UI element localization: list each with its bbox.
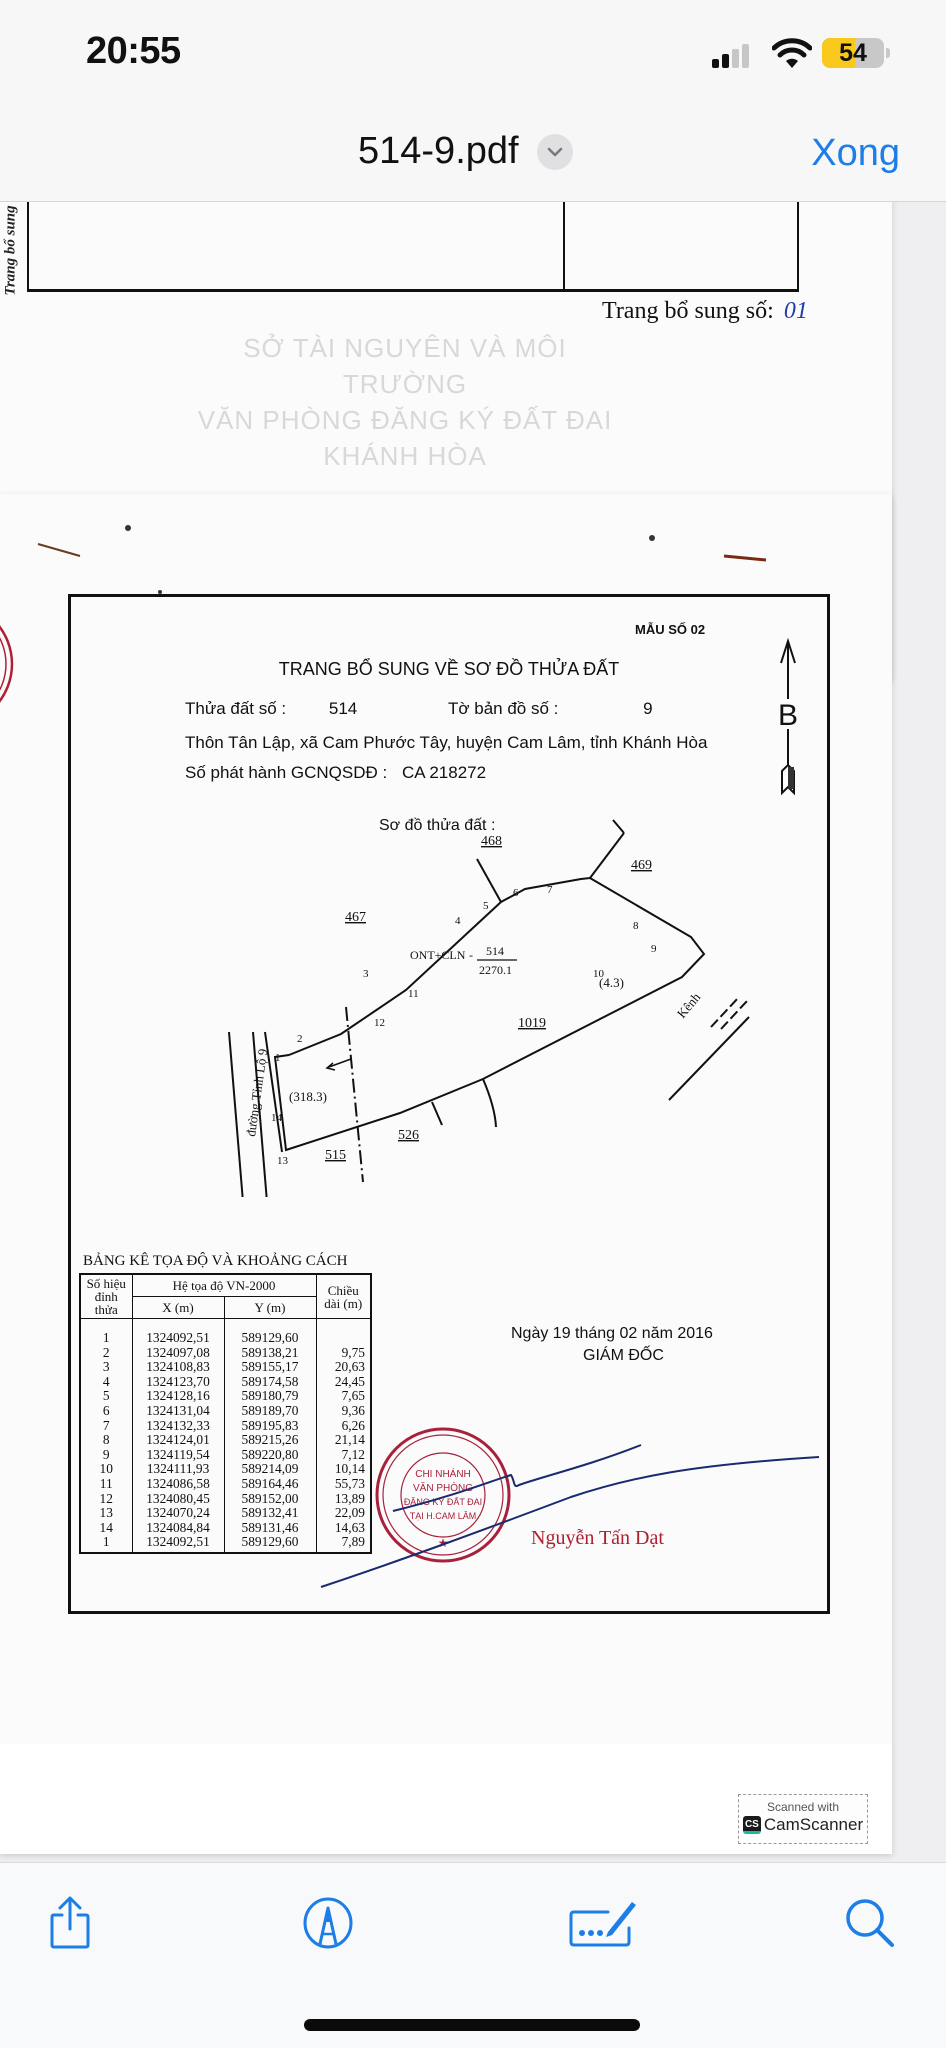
header-system: Hệ tọa độ VN-2000 — [132, 1274, 316, 1297]
battery-cap — [886, 48, 890, 58]
svg-text:(4.3): (4.3) — [599, 975, 624, 990]
table-row: 5 1324128,16 589180,79 7,65 — [80, 1389, 371, 1404]
ghost-line-1: SỞ TÀI NGUYÊN VÀ MÔI TRƯỜNG — [243, 333, 567, 399]
home-indicator[interactable] — [304, 2019, 640, 2031]
header-x: X (m) — [132, 1297, 224, 1319]
battery-level: 54 — [839, 39, 867, 67]
table-row: 4 1324123,70 589174,58 24,45 — [80, 1375, 371, 1390]
coordinate-table-title: BẢNG KÊ TỌA ĐỘ VÀ KHOẢNG CÁCH — [83, 1253, 348, 1269]
table-row: 1 1324092,51 589129,60 7,89 — [80, 1535, 371, 1553]
form-box — [27, 202, 799, 292]
header-vertex: Số hiệu đỉnh thửa — [80, 1274, 132, 1319]
svg-text:14: 14 — [271, 1112, 282, 1124]
table-row: 3 1324108,83 589155,17 20,63 — [80, 1360, 371, 1375]
svg-text:TẠI H.CAM LÂM: TẠI H.CAM LÂM — [409, 1511, 477, 1521]
svg-text:514: 514 — [486, 944, 504, 958]
signer-name: Nguyễn Tấn Dạt — [531, 1527, 664, 1549]
header-y: Y (m) — [224, 1297, 316, 1319]
supplement-number: 01 — [783, 298, 808, 324]
svg-text:Kênh: Kênh — [673, 989, 704, 1021]
svg-text:8: 8 — [633, 920, 639, 932]
parcel-value: 514 — [328, 699, 358, 718]
markup-button[interactable] — [298, 1893, 358, 1953]
signing-date: Ngày 19 tháng 02 năm 2016 — [511, 1325, 713, 1342]
search-icon[interactable] — [844, 1897, 896, 1949]
fill-sign-button[interactable] — [564, 1893, 644, 1953]
pdf-document-scroll[interactable] — [0, 202, 946, 1862]
table-row: 12 1324080,45 589152,00 13,89 — [80, 1492, 371, 1507]
table-row: 9 1324119,54 589220,80 7,12 — [80, 1448, 371, 1463]
document-title[interactable]: 514-9.pdf — [358, 130, 519, 172]
camscanner-name: CamScanner — [763, 1815, 864, 1834]
table-row: 6 1324131,04 589189,70 9,36 — [80, 1404, 371, 1419]
table-row: 1 1324092,51 589129,60 — [80, 1319, 371, 1346]
parcel-label: Thửa đất số : — [185, 699, 287, 718]
table-row: 14 1324084,84 589131,46 14,63 — [80, 1521, 371, 1536]
wifi-icon — [772, 38, 812, 70]
camscanner-logo-icon: CS — [743, 1816, 761, 1834]
coordinate-table — [79, 1273, 372, 1554]
status-bar — [0, 0, 946, 110]
certificate-label: Số phát hành GCNQSDĐ : — [185, 763, 388, 782]
svg-text:2: 2 — [297, 1033, 303, 1045]
svg-text:11: 11 — [408, 988, 419, 1000]
svg-text:1: 1 — [275, 1052, 281, 1064]
navigation-bar — [0, 110, 946, 202]
share-button[interactable] — [40, 1893, 100, 1953]
svg-text:13: 13 — [277, 1155, 288, 1167]
svg-text:VĂN PHÒNG: VĂN PHÒNG — [412, 1483, 474, 1494]
svg-text:3: 3 — [363, 968, 369, 980]
map-sheet-value: 9 — [643, 699, 653, 718]
svg-text:9: 9 — [651, 943, 657, 955]
done-button[interactable]: Xong — [811, 132, 900, 174]
table-row: 2 1324097,08 589138,21 9,75 — [80, 1346, 371, 1361]
table-row: 11 1324086,58 589164,46 55,73 — [80, 1477, 371, 1492]
side-label-text: Trang bổ sung — [2, 205, 19, 296]
svg-text:10: 10 — [593, 968, 604, 980]
land-parcel-frame — [68, 594, 830, 1614]
svg-text:526: 526 — [398, 1128, 419, 1143]
svg-text:515: 515 — [325, 1148, 346, 1163]
status-time: 20:55 — [86, 30, 181, 72]
supplement-label: Trang bổ sung số: — [602, 298, 774, 324]
partial-stamp-icon — [0, 604, 20, 724]
side-label — [2, 202, 26, 312]
table-row: 8 1324124,01 589215,26 21,14 — [80, 1433, 371, 1448]
certificate-value: CA 218272 — [401, 763, 487, 782]
svg-text:ĐĂNG KÝ ĐẤT ĐAI: ĐĂNG KÝ ĐẤT ĐAI — [403, 1497, 483, 1507]
share-icon[interactable] — [46, 1895, 94, 1951]
camscanner-sub: Scanned with — [766, 1800, 840, 1814]
signature-form-icon[interactable] — [568, 1898, 640, 1948]
svg-text:4: 4 — [455, 915, 461, 927]
diagram-label: Sơ đồ thửa đất : — [379, 817, 496, 834]
svg-text:2270.1: 2270.1 — [479, 963, 512, 977]
svg-text:467: 467 — [345, 910, 366, 925]
header-length: Chiều dài (m) — [316, 1274, 371, 1319]
battery-indicator — [822, 38, 884, 68]
signer-title: GIÁM ĐỐC — [583, 1347, 664, 1364]
svg-text:7: 7 — [547, 884, 553, 896]
bottom-toolbar — [0, 1862, 946, 2048]
svg-text:12: 12 — [374, 1017, 385, 1029]
table-row: 7 1324132,33 589195,83 6,26 — [80, 1419, 371, 1434]
svg-text:1019: 1019 — [518, 1016, 546, 1031]
camscanner-watermark — [738, 1794, 868, 1844]
svg-text:B: B — [777, 699, 799, 732]
svg-text:-: - — [469, 948, 473, 962]
svg-text:ONT+CLN: ONT+CLN — [410, 948, 466, 962]
bleed-through-text — [180, 330, 630, 474]
svg-text:5: 5 — [483, 900, 489, 912]
ghost-line-2: VĂN PHÒNG ĐĂNG KÝ ĐẤT ĐAI KHÁNH HÒA — [197, 405, 613, 471]
markup-icon[interactable] — [301, 1896, 355, 1950]
scan-specks — [0, 494, 892, 594]
map-sheet-label: Tờ bản đồ số : — [448, 699, 559, 718]
chevron-down-icon[interactable] — [537, 134, 573, 170]
official-stamp-icon — [373, 1425, 513, 1565]
document-heading: TRANG BỔ SUNG VỀ SƠ ĐỒ THỬA ĐẤT — [278, 659, 620, 679]
table-row: 10 1324111,93 589214,09 10,14 — [80, 1462, 371, 1477]
search-button[interactable] — [840, 1893, 900, 1953]
svg-text:6: 6 — [513, 887, 519, 899]
svg-text:đường Tỉnh Lộ 9: đường Tỉnh Lộ 9 — [243, 1047, 271, 1138]
table-row: 13 1324070,24 589132,41 22,09 — [80, 1506, 371, 1521]
svg-text:★: ★ — [437, 1536, 449, 1550]
address: Thôn Tân Lập, xã Cam Phước Tây, huyện Cam Lâm, tỉnh Khánh Hòa — [185, 733, 708, 752]
svg-text:468: 468 — [481, 834, 502, 849]
form-code: MẪU SỐ 02 — [635, 622, 706, 637]
svg-text:CHI NHÁNH: CHI NHÁNH — [415, 1469, 471, 1480]
supplement-page-number — [602, 298, 808, 325]
document-title-menu[interactable] — [358, 130, 573, 173]
pdf-page-2 — [0, 494, 892, 1854]
svg-text:(318.3): (318.3) — [289, 1089, 327, 1104]
form-divider — [563, 202, 565, 290]
cellular-signal-icon — [712, 46, 752, 68]
svg-text:469: 469 — [631, 858, 652, 873]
parcel-diagram — [71, 597, 833, 1197]
